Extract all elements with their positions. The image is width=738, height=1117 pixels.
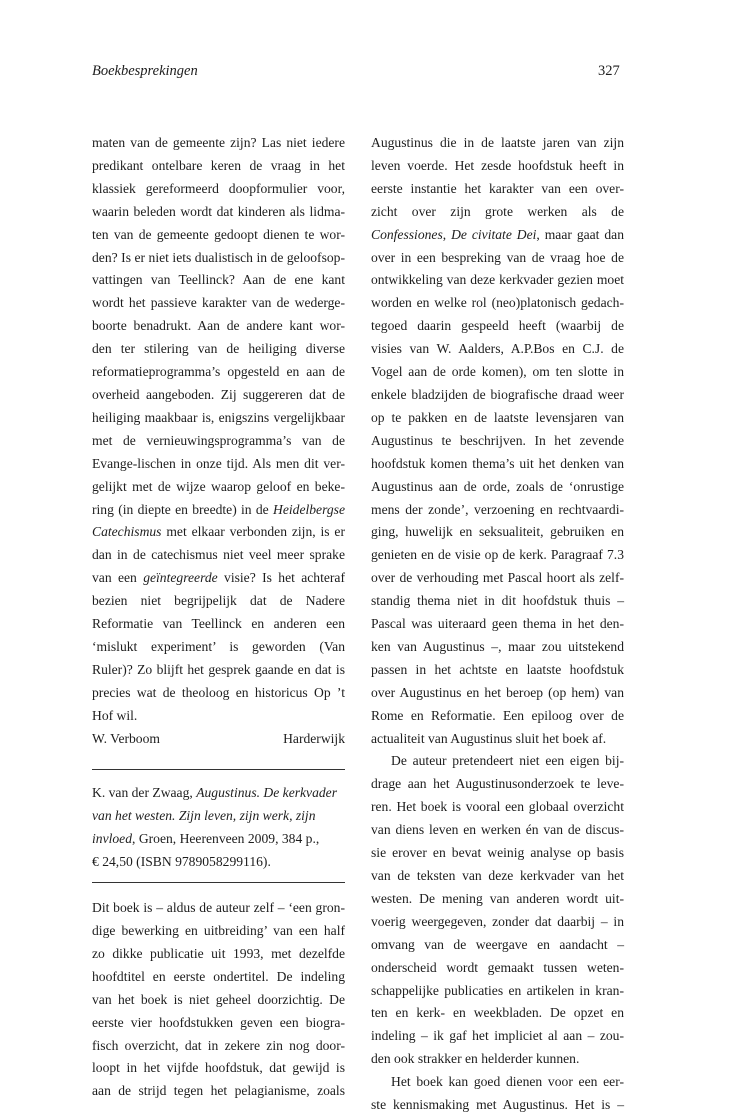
text-line: Reformatie van Teellinck en anderen een xyxy=(92,616,345,632)
text-line: ‘mislukt experiment’ is geworden (Van xyxy=(92,638,345,654)
text-line: De auteur pretendeert niet een eigen bij- xyxy=(391,753,624,769)
text-line: ten van de gemeente gedoopt dienen te wor- xyxy=(92,226,345,242)
text-line: drage aan het Augustinusonderzoek te leve- xyxy=(371,776,624,792)
text-line: Augustinus te beschrijven. In het zevende xyxy=(371,432,624,448)
text-line: actualiteit van Augustinus sluit het boek af. xyxy=(371,730,607,746)
text-line: ren. Het boek is vooral een globaal overzicht xyxy=(371,799,624,815)
text-line: standig thema niet in dit hoofdstuk thuis – xyxy=(371,593,624,609)
text-line: van diens leven en werken én van de discus- xyxy=(371,822,624,838)
text-line: Het boek kan goed dienen voor een eer- xyxy=(391,1074,624,1090)
divider xyxy=(92,882,345,883)
text-line: aan de strijd tegen het pelagianisme, zoals xyxy=(92,1083,345,1099)
text-line: bezien niet begrijpelijk dat de Nadere xyxy=(92,593,345,609)
text-line: wordt het passieve karakter van de wederge- xyxy=(92,295,345,311)
text-line: visies van W. Aalders, A.P.Bos en C.J. de xyxy=(371,341,624,357)
text-line: van het westen. Zijn leven, zijn werk, zijn xyxy=(92,808,316,824)
text-line: ging, huwelijk en seksualiteit, gebruiken en xyxy=(371,524,624,540)
left-column xyxy=(92,132,345,1103)
text-line: fisch overzicht, dat in zekere zin nog door- xyxy=(92,1037,345,1053)
text-line: boorte benadrukt. Aan de andere kant wor- xyxy=(92,318,345,334)
text-line: van een geïntegreerde visie? Is het achteraf xyxy=(92,570,345,586)
text-line: ring (in diepte en breedte) in de Heidelbergse xyxy=(92,501,345,517)
text-line: van het boek is niet geheel doorzichtig. De xyxy=(92,991,345,1007)
text-line: hoofdtitel en eerste ondertitel. De indeling xyxy=(92,968,345,984)
text-line: Rome en Reformatie. Een epiloog over de xyxy=(371,707,624,723)
text-line: mens der zonde’, verzoening en rechtvaardi- xyxy=(371,501,624,517)
text-line: gelijkt met de wijze waarop geloof en beke- xyxy=(92,478,345,494)
reviewer-signature xyxy=(92,728,345,751)
text-line: Evange-lischen in onze tijd. Als men dit ver- xyxy=(92,455,345,471)
text-line: westen. De mening van anderen wordt uit- xyxy=(371,890,624,906)
text-line: indeling – ik gaf het impliciet al aan – zou- xyxy=(371,1028,624,1044)
right-column xyxy=(371,132,624,1117)
reviewer-place: Harderwijk xyxy=(283,730,345,746)
text-line: passen in het achtste en laatste hoofdstuk xyxy=(371,661,624,677)
text-line: schappelijke publicaties en artikelen in kran- xyxy=(371,982,624,998)
text-line: heiliging maakbaar is, enigszins vergelijkbaar xyxy=(92,409,345,425)
text-line: den ook strakker en helderder kunnen. xyxy=(371,1051,580,1067)
text-line: Augustinus aan de orde, zoals de ‘onrustige xyxy=(371,478,624,494)
text-line: K. van der Zwaag, Augustinus. De kerkvader xyxy=(92,785,337,801)
text-line: van de teksten van deze kerkvader van het xyxy=(371,868,624,883)
review-paragraph xyxy=(371,1071,624,1117)
text-line: Ruler)? Zo blijft het gesprek gaande en dat is xyxy=(92,661,345,677)
text-line: vattingen van Teellinck? Aan de ene kant xyxy=(92,272,345,288)
text-line: Confessiones, De civitate Dei, maar gaat dan xyxy=(371,226,625,242)
text-line: Pascal was uiteraard geen thema in het den- xyxy=(371,616,624,632)
review-paragraph xyxy=(371,132,624,750)
text-line: overheid aangeboden. Zij suggereren dat de xyxy=(92,386,345,402)
text-line: op te pakken en de laatste levensjaren van xyxy=(371,409,624,425)
text-line: reformatieprogramma’s opgesteld en aan de xyxy=(92,364,345,380)
text-line: € 24,50 (ISBN 9789058299116). xyxy=(92,854,271,870)
text-line: Hof wil. xyxy=(92,707,138,723)
text-line: met de vernieuwingsprogramma’s van de xyxy=(92,432,345,448)
text-line: eerste instantie het karakter van een over- xyxy=(371,180,624,196)
text-line: worden en welke rol (neo)platonisch gedach- xyxy=(371,295,624,311)
divider xyxy=(92,769,345,770)
text-line: eerste vier hoofdstukken geven een biogra- xyxy=(92,1014,345,1030)
text-line: maten van de gemeente zijn? Las niet iedere xyxy=(92,135,345,150)
text-line: sie erover en bevat weinig analyse op basis xyxy=(371,845,624,861)
text-line: den? Is er niet iets dualistisch in de geloofsop- xyxy=(92,249,345,265)
text-line: voerig weergegeven, zonder dat daarbij – in xyxy=(371,913,624,929)
text-line: tegoed daarin gespeeld heeft (waarbij de xyxy=(371,318,624,334)
running-header-title: Boekbesprekingen xyxy=(92,63,198,79)
page-number: 327 xyxy=(598,63,620,79)
text-line: zicht over zijn grote werken als de xyxy=(371,203,624,219)
text-line: den ter stilering van de heiliging diverse xyxy=(92,341,345,357)
text-line: hoofdstuk komen thema’s uit het denken van xyxy=(371,455,624,471)
text-line: predikant ontelbare keren de vraag in het xyxy=(92,157,345,173)
text-line: over in een bespreking van de vraag hoe de xyxy=(371,249,624,265)
text-line: waarin beleden wordt dat kinderen als lidma- xyxy=(92,203,345,219)
review-paragraph xyxy=(92,897,345,1103)
text-line: onderscheid wordt gemaakt tussen weten- xyxy=(371,959,624,975)
text-line: over de verhouding met Pascal hoort als zelf- xyxy=(371,570,624,586)
text-line: enkele bladzijden de biografische draad weer xyxy=(371,386,624,402)
text-line: over Augustinus en het beroep (op hem) van xyxy=(371,684,624,700)
text-line: precies wat de theoloog en historicus Op ’t xyxy=(92,684,345,700)
text-line: dige bewerking en uitbreiding’ van een half xyxy=(92,923,345,938)
text-line: ken van Augustinus –, maar zou uitstekend xyxy=(371,638,624,654)
text-line: ten en kerk- en weekbladen. De opzet en xyxy=(371,1005,624,1021)
text-line: ste kennismaking met Augustinus. Het is – xyxy=(371,1097,624,1113)
text-line: ontwikkeling van deze kerkvader gezien moet xyxy=(371,272,624,288)
text-line: Dit boek is – aldus de auteur zelf – ‘een gron- xyxy=(92,900,345,916)
reviewer-name: W. Verboom xyxy=(92,730,160,746)
text-line: Catechismus met elkaar verbonden zijn, is er xyxy=(92,524,345,540)
review-paragraph xyxy=(371,750,624,1071)
text-line: zo dikke publicatie uit 1993, met dezelfde xyxy=(92,945,345,961)
text-line: invloed, Groen, Heerenveen 2009, 384 p., xyxy=(92,831,320,847)
text-line: Vogel aan de orde komen), om ten slotte in xyxy=(371,364,624,380)
text-line: omvang van de weergave en aandacht – xyxy=(371,936,624,952)
text-line: loopt in het vijfde hoofdstuk, dat gewijd is xyxy=(92,1060,345,1076)
text-line: dan in de catechismus niet veel meer sprake xyxy=(92,547,345,563)
text-line: leven voerde. Het zesde hoofdstuk heeft in xyxy=(371,157,624,173)
paragraph-continuation xyxy=(92,132,345,728)
text-line: klassiek gereformeerd doopformulier voor, xyxy=(92,180,345,196)
text-line: Augustinus die in de laatste jaren van zijn xyxy=(371,135,624,150)
book-reference xyxy=(92,782,345,874)
text-line: genieten en de visie op de kerk. Paragraaf 7.3 xyxy=(371,547,624,563)
